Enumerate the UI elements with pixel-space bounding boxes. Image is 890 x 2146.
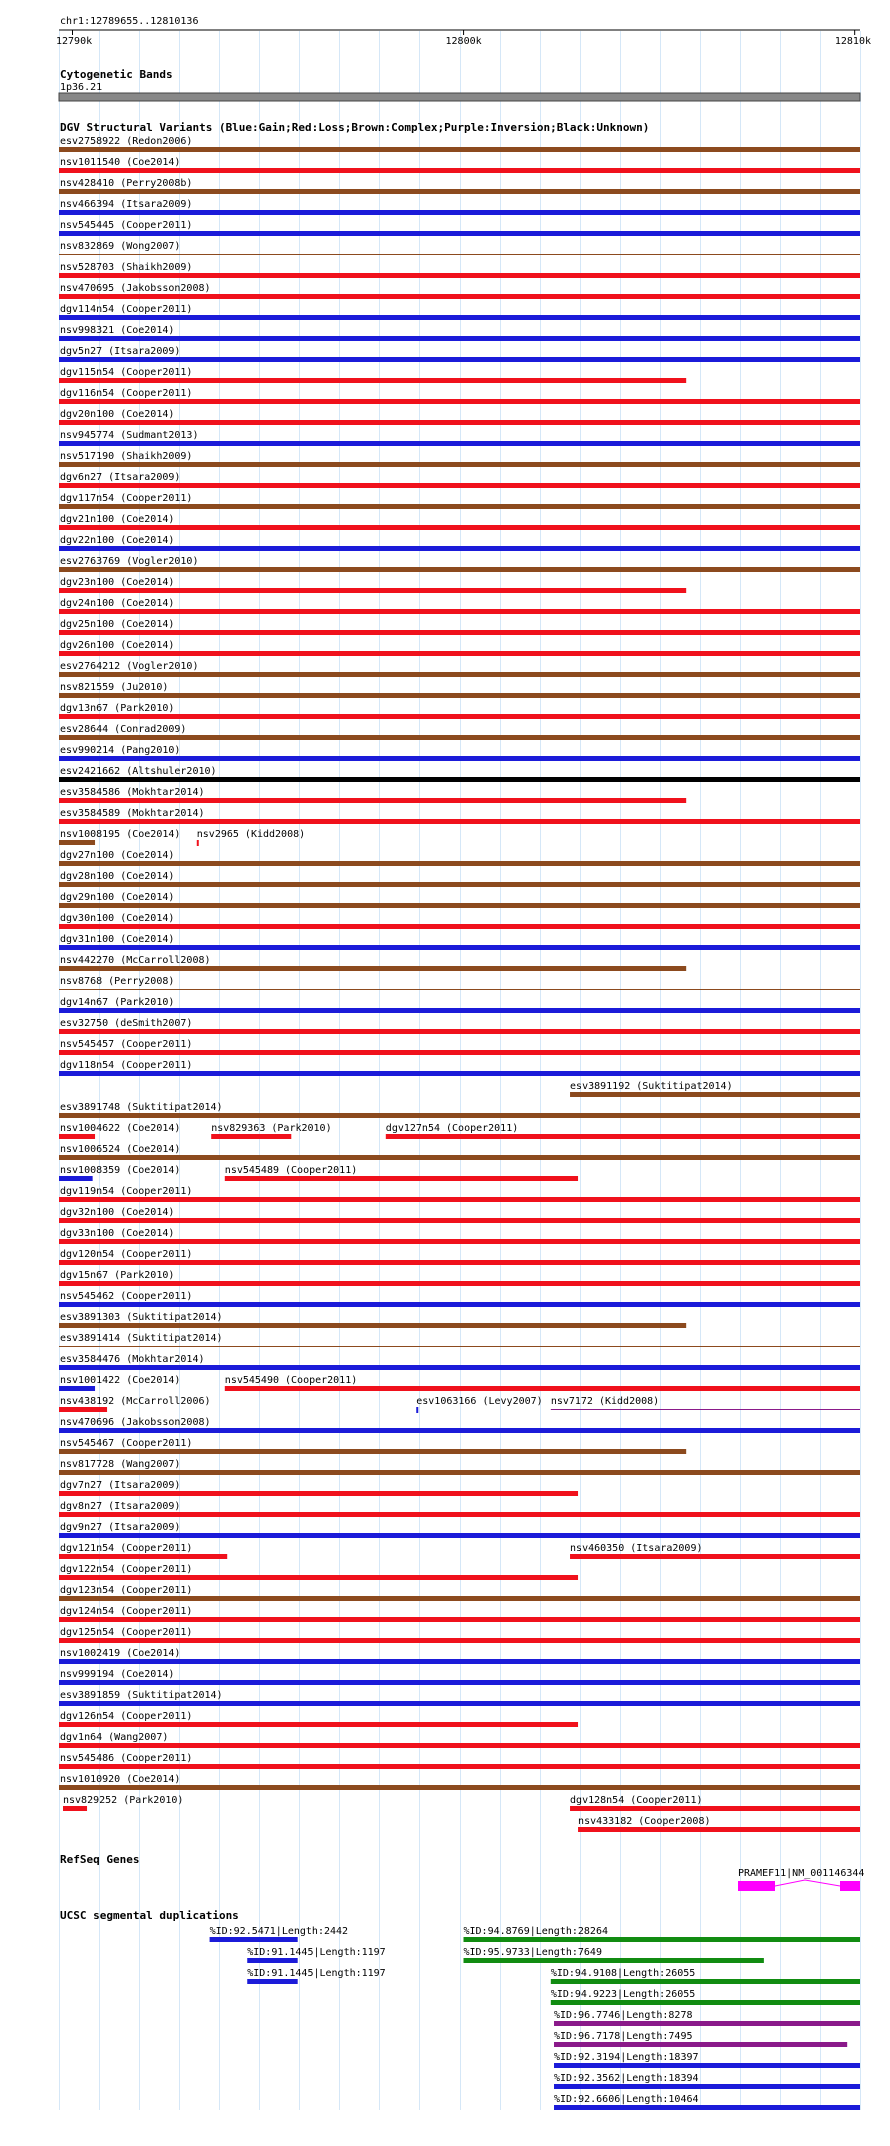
dgv-feature-bar[interactable] [59,609,860,614]
dgv-feature-label: dgv118n54 (Cooper2011) [60,1060,193,1071]
cytoband-label: 1p36.21 [60,82,103,93]
dgv-feature-dgv117n54[interactable] [59,493,860,509]
dgv-feature-bar[interactable] [59,882,860,887]
dgv-feature-nsv438192[interactable] [59,1396,211,1412]
dgv-feature-bar[interactable] [59,1617,860,1622]
dgv-feature-dgv115n54[interactable] [59,367,686,383]
dgv-feature-bar[interactable] [59,1386,95,1391]
dgv-feature-label: nsv8768 (Perry2008) [60,976,175,987]
dgv-feature-bar[interactable] [197,840,199,846]
dgv-feature-label: dgv13n67 (Park2010) [60,703,175,714]
dgv-feature-nsv433182[interactable] [578,1816,860,1832]
dgv-feature-bar[interactable] [59,1197,860,1202]
dgv-feature-label: dgv119n54 (Cooper2011) [60,1186,193,1197]
dgv-feature-label: nsv1008195 (Coe2014) [60,829,181,840]
dgv-feature-label: nsv466394 (Itsara2009) [60,199,193,210]
dgv-feature-nsv470695[interactable] [59,283,860,299]
dgv-feature-dgv124n54[interactable] [59,1606,860,1622]
dgv-feature-esv3891748[interactable] [59,1102,860,1118]
segdup-label: %ID:94.9108|Length:26055 [550,1968,696,1979]
dgv-feature-nsv1010920[interactable] [59,1774,860,1790]
refseq-track-title: RefSeq Genes [60,1853,140,1866]
dgv-feature-bar[interactable] [59,1134,95,1139]
segdup-label: %ID:92.3194|Length:18397 [554,2052,699,2063]
ruler-track [56,16,871,47]
dgv-feature-label: dgv8n27 (Itsara2009) [60,1501,181,1512]
dgv-feature-bar[interactable] [59,1050,860,1055]
dgv-feature-label: nsv998321 (Coe2014) [60,325,175,336]
segdup-feature[interactable] [210,1926,348,1942]
dgv-feature-nsv442270[interactable] [59,955,686,971]
dgv-feature-label: dgv20n100 (Coe2014) [60,409,175,420]
dgv-feature-dgv9n27[interactable] [59,1522,860,1538]
dgv-feature-bar[interactable] [59,1218,860,1223]
segdup-label: %ID:92.3562|Length:18394 [554,2073,699,2084]
dgv-feature-bar[interactable] [59,399,860,404]
dgv-feature-bar[interactable] [59,989,860,990]
dgv-feature-label: nsv442270 (McCarroll2008) [60,955,211,966]
dgv-feature-label: dgv126n54 (Cooper2011) [60,1711,193,1722]
segdup-bar[interactable] [464,1937,860,1942]
dgv-feature-bar[interactable] [59,756,860,761]
dgv-feature-label: nsv832869 (Wong2007) [60,241,181,252]
gene-intron [775,1880,840,1886]
dgv-feature-label: nsv1002419 (Coe2014) [60,1648,181,1659]
dgv-feature-esv3891303[interactable] [59,1312,686,1328]
dgv-feature-bar[interactable] [59,378,686,383]
dgv-feature-bar[interactable] [59,441,860,446]
segdup-label: %ID:94.8769|Length:28264 [463,1926,609,1937]
dgv-feature-bar[interactable] [59,1428,860,1433]
segdup-bar[interactable] [551,1979,860,1984]
segdup-feature[interactable] [554,2010,860,2026]
dgv-feature-label: dgv24n100 (Coe2014) [60,598,175,609]
dgv-feature-label: nsv433182 (Cooper2008) [578,1816,711,1827]
segdup-label: %ID:96.7746|Length:8278 [554,2010,693,2021]
segdup-bar[interactable] [210,1937,298,1942]
dgv-feature-bar[interactable] [59,588,686,593]
refseq-track [60,1853,864,1891]
dgv-feature-bar[interactable] [59,840,95,845]
dgv-feature-label: esv3891859 (Suktitipat2014) [60,1690,223,1701]
dgv-feature-esv3584586[interactable] [59,787,686,803]
dgv-feature-dgv116n54[interactable] [59,388,860,404]
dgv-feature-esv28644[interactable] [59,724,860,740]
dgv-feature-label: dgv28n100 (Coe2014) [60,871,175,882]
dgv-feature-nsv545486[interactable] [59,1753,860,1769]
gene-exon[interactable] [840,1881,860,1891]
segdup-feature[interactable] [247,1968,385,1984]
segdup-bar[interactable] [554,2084,860,2089]
dgv-feature-bar[interactable] [59,357,860,362]
segdup-bar[interactable] [247,1979,297,1984]
dgv-feature-bar[interactable] [59,693,860,698]
ruler-tick-label: 12800k [445,36,482,47]
dgv-feature-dgv120n54[interactable] [59,1249,860,1265]
dgv-feature-bar[interactable] [570,1092,860,1097]
dgv-feature-bar[interactable] [59,945,860,950]
dgv-feature-bar[interactable] [59,1533,860,1538]
position-label: chr1:12789655..12810136 [60,16,199,27]
dgv-feature-bar[interactable] [386,1134,860,1139]
segdup-feature[interactable] [464,1947,764,1963]
dgv-feature-bar[interactable] [59,1323,686,1328]
dgv-feature-bar[interactable] [59,1638,860,1643]
dgv-feature-label: esv3891414 (Suktitipat2014) [60,1333,223,1344]
dgv-feature-bar[interactable] [59,1554,227,1559]
dgv-feature-nsv470696[interactable] [59,1417,860,1433]
segdup-bar[interactable] [554,2021,860,2026]
dgv-feature-bar[interactable] [59,1470,860,1475]
segdup-label: %ID:92.6606|Length:10464 [554,2094,699,2105]
dgv-feature-label: nsv821559 (Ju2010) [60,682,169,693]
dgv-feature-nsv1008195[interactable] [59,829,180,845]
dgv-feature-esv3584476[interactable] [59,1354,860,1370]
dgv-feature-label: esv3891192 (Suktitipat2014) [570,1081,733,1092]
dgv-track-title: DGV Structural Variants (Blue:Gain;Red:Loss;Brown:Complex;Purple:Inversion;Black:Unknown) [60,121,650,134]
dgv-feature-label: dgv9n27 (Itsara2009) [60,1522,181,1533]
dgv-feature-bar[interactable] [59,1346,860,1347]
dgv-feature-dgv8n27[interactable] [59,1501,860,1517]
dgv-feature-bar[interactable] [211,1134,291,1139]
dgv-feature-label: dgv1n64 (Wang2007) [60,1732,169,1743]
dgv-feature-bar[interactable] [59,1071,860,1076]
dgv-feature-label: nsv438192 (McCarroll2006) [60,1396,211,1407]
dgv-feature-esv3891192[interactable] [570,1081,860,1097]
dgv-feature-label: dgv116n54 (Cooper2011) [60,388,193,399]
dgv-feature-bar[interactable] [570,1806,860,1811]
dgv-feature-bar[interactable] [59,1743,860,1748]
segdup-feature[interactable] [554,2094,860,2110]
segdup-bar[interactable] [551,2000,860,2005]
dgv-feature-bar[interactable] [59,1596,860,1601]
dgv-feature-dgv121n54[interactable] [59,1543,227,1559]
dgv-feature-label: nsv1006524 (Coe2014) [60,1144,181,1155]
dgv-feature-nsv545462[interactable] [59,1291,860,1307]
dgv-feature-bar[interactable] [59,189,860,194]
dgv-feature-bar[interactable] [59,1659,860,1664]
dgv-feature-label: nsv428410 (Perry2008b) [60,178,193,189]
dgv-feature-bar[interactable] [59,336,860,341]
dgv-feature-bar[interactable] [59,231,860,236]
dgv-feature-label: esv3891303 (Suktitipat2014) [60,1312,223,1323]
segdup-feature[interactable] [551,1989,860,2005]
dgv-feature-label: esv2421662 (Altshuler2010) [60,766,217,777]
dgv-feature-bar[interactable] [59,1281,860,1286]
ruler-tick-label: 12790k [56,36,93,47]
dgv-feature-label: nsv1004622 (Coe2014) [60,1123,181,1134]
dgv-feature-label: nsv470695 (Jakobsson2008) [60,283,211,294]
dgv-feature-label: nsv1008359 (Coe2014) [60,1165,181,1176]
dgv-feature-bar[interactable] [59,861,860,866]
dgv-feature-label: nsv545467 (Cooper2011) [60,1438,193,1449]
dgv-feature-label: nsv999194 (Coe2014) [60,1669,175,1680]
dgv-feature-bar[interactable] [59,819,860,824]
dgv-feature-dgv118n54[interactable] [59,1060,860,1076]
dgv-feature-label: nsv545486 (Cooper2011) [60,1753,193,1764]
ruler-tick-label: 12810k [834,36,871,47]
ruler-ticks [56,30,871,47]
dgv-feature-label: nsv545462 (Cooper2011) [60,1291,193,1302]
dgv-feature-bar[interactable] [59,210,860,215]
dgv-feature-bar[interactable] [59,1260,860,1265]
segdup-label: %ID:92.5471|Length:2442 [209,1926,349,1937]
dgv-feature-bar[interactable] [59,1575,578,1580]
dgv-feature-label: nsv945774 (Sudmant2013) [60,430,199,441]
segdup-label: %ID:96.7178|Length:7495 [554,2031,693,2042]
dgv-feature-nsv2965[interactable] [197,829,305,846]
dgv-feature-label: dgv127n54 (Cooper2011) [385,1123,519,1134]
dgv-feature-label: nsv2965 (Kidd2008) [196,829,306,840]
dgv-feature-nsv1006524[interactable] [59,1144,860,1160]
dgv-feature-nsv7172[interactable] [551,1396,860,1410]
dgv-feature-label: dgv7n27 (Itsara2009) [60,1480,181,1491]
segdup-feature[interactable] [464,1926,860,1942]
dgv-feature-nsv545445[interactable] [59,220,860,236]
dgv-feature-label: dgv14n67 (Park2010) [60,997,175,1008]
dgv-feature-label: esv2764212 (Vogler2010) [60,661,199,672]
dgv-feature-label: dgv121n54 (Cooper2011) [60,1543,193,1554]
dgv-feature-esv2764212[interactable] [59,661,860,677]
dgv-feature-dgv119n54[interactable] [59,1186,860,1202]
dgv-feature-label: esv3584589 (Mokhtar2014) [60,808,205,819]
segdup-track-title: UCSC segmental duplications [60,1909,239,1922]
dgv-feature-label: nsv470696 (Jakobsson2008) [60,1417,211,1428]
dgv-feature-bar[interactable] [59,315,860,320]
dgv-feature-bar[interactable] [551,1409,860,1410]
dgv-feature-label: dgv125n54 (Cooper2011) [60,1627,193,1638]
dgv-feature-bar[interactable] [59,924,860,929]
segdup-bar[interactable] [554,2063,860,2068]
dgv-feature-label: dgv5n27 (Itsara2009) [60,346,181,357]
dgv-feature-bar[interactable] [59,672,860,677]
dgv-feature-label: dgv27n100 (Coe2014) [60,850,175,861]
gene-exon[interactable] [738,1881,775,1891]
dgv-feature-nsv545489[interactable] [225,1165,578,1181]
dgv-feature-nsv460350[interactable] [570,1543,860,1559]
dgv-feature-label: dgv23n100 (Coe2014) [60,577,175,588]
dgv-feature-label: nsv545457 (Cooper2011) [60,1039,193,1050]
dgv-feature-label: nsv817728 (Wang2007) [60,1459,181,1470]
dgv-feature-bar[interactable] [59,504,860,509]
dgv-feature-dgv6n27[interactable] [59,472,860,488]
dgv-feature-bar[interactable] [416,1407,418,1413]
dgv-feature-bar[interactable] [59,1722,578,1727]
dgv-feature-label: dgv117n54 (Cooper2011) [60,493,193,504]
segdup-bar[interactable] [247,1958,297,1963]
gene-pramef11[interactable] [738,1880,860,1891]
dgv-feature-esv3891859[interactable] [59,1690,860,1706]
dgv-feature-label: dgv21n100 (Coe2014) [60,514,175,525]
dgv-feature-bar[interactable] [59,1785,860,1790]
dgv-feature-label: nsv1010920 (Coe2014) [60,1774,181,1785]
dgv-feature-bar[interactable] [59,735,860,740]
dgv-feature-nsv545467[interactable] [59,1438,686,1454]
segdup-label: %ID:95.9733|Length:7649 [463,1947,602,1958]
dgv-feature-label: nsv7172 (Kidd2008) [550,1396,660,1407]
dgv-feature-bar[interactable] [59,714,860,719]
dgv-feature-esv3584589[interactable] [59,808,860,824]
dgv-feature-bar[interactable] [59,462,860,467]
dgv-feature-bar[interactable] [59,1512,860,1517]
dgv-feature-bar[interactable] [570,1554,860,1559]
dgv-feature-label: esv2763769 (Vogler2010) [60,556,199,567]
dgv-feature-bar[interactable] [59,903,860,908]
dgv-feature-label: dgv15n67 (Park2010) [60,1270,175,1281]
dgv-feature-nsv545457[interactable] [59,1039,860,1055]
dgv-feature-label: dgv31n100 (Coe2014) [60,934,175,945]
dgv-feature-label: esv32750 (deSmith2007) [60,1018,193,1029]
dgv-feature-bar[interactable] [59,1239,860,1244]
dgv-feature-label: dgv123n54 (Cooper2011) [60,1585,193,1596]
dgv-feature-bar[interactable] [59,546,860,551]
dgv-feature-bar[interactable] [59,1680,860,1685]
dgv-feature-nsv545490[interactable] [225,1375,860,1391]
dgv-feature-label: dgv25n100 (Coe2014) [60,619,175,630]
dgv-feature-label: esv28644 (Conrad2009) [60,724,187,735]
dgv-feature-bar[interactable] [59,1029,860,1034]
dgv-feature-label: nsv829252 (Park2010) [63,1795,184,1806]
cytoband-bar[interactable] [59,93,860,101]
dgv-feature-label: nsv545489 (Cooper2011) [224,1165,358,1176]
dgv-feature-nsv528703[interactable] [59,262,860,278]
dgv-feature-esv1063166[interactable] [416,1396,542,1413]
dgv-feature-bar[interactable] [59,1113,860,1118]
segdup-feature[interactable] [554,2073,860,2089]
dgv-feature-nsv466394[interactable] [59,199,860,215]
dgv-feature-bar[interactable] [59,1701,860,1706]
dgv-feature-label: nsv528703 (Shaikh2009) [60,262,193,273]
dgv-feature-esv32750[interactable] [59,1018,860,1034]
dgv-feature-bar[interactable] [59,1155,860,1160]
dgv-feature-bar[interactable] [59,147,860,152]
dgv-feature-label: esv3891748 (Suktitipat2014) [60,1102,223,1113]
dgv-feature-nsv1008359[interactable] [59,1165,180,1181]
dgv-feature-bar[interactable] [59,567,860,572]
dgv-feature-bar[interactable] [59,483,860,488]
dgv-feature-dgv114n54[interactable] [59,304,860,320]
dgv-feature-nsv1004622[interactable] [59,1123,180,1139]
segdup-feature[interactable] [247,1947,385,1963]
dgv-feature-label: dgv115n54 (Cooper2011) [60,367,193,378]
dgv-feature-label: dgv120n54 (Cooper2011) [60,1249,193,1260]
dgv-feature-bar[interactable] [59,1176,93,1181]
dgv-feature-label: esv3584586 (Mokhtar2014) [60,787,205,798]
segdup-bar[interactable] [554,2105,860,2110]
dgv-feature-bar[interactable] [59,777,860,782]
dgv-feature-label: dgv32n100 (Coe2014) [60,1207,175,1218]
dgv-feature-bar[interactable] [59,1491,578,1496]
dgv-feature-bar[interactable] [59,630,860,635]
dgv-feature-label: nsv517190 (Shaikh2009) [60,451,193,462]
dgv-feature-nsv945774[interactable] [59,430,860,446]
dgv-feature-label: dgv124n54 (Cooper2011) [60,1606,193,1617]
segdup-label: %ID:91.1445|Length:1197 [247,1968,386,1979]
dgv-feature-bar[interactable] [59,168,860,173]
dgv-feature-bar[interactable] [59,273,860,278]
dgv-feature-bar[interactable] [59,1764,860,1769]
dgv-feature-label: dgv26n100 (Coe2014) [60,640,175,651]
gene-label: PRAMEF11|NM_001146344 [738,1868,865,1879]
dgv-feature-label: esv990214 (Pang2010) [60,745,181,756]
segdup-feature[interactable] [554,2052,860,2068]
dgv-feature-label: dgv33n100 (Coe2014) [60,1228,175,1239]
segdup-features [210,1926,860,2110]
dgv-feature-nsv1002419[interactable] [59,1648,860,1664]
dgv-feature-bar[interactable] [59,294,860,299]
dgv-feature-dgv5n27[interactable] [59,346,860,362]
dgv-feature-label: dgv6n27 (Itsara2009) [60,472,181,483]
dgv-feature-nsv829252[interactable] [63,1795,183,1811]
dgv-feature-dgv127n54[interactable] [386,1123,860,1139]
dgv-feature-dgv23n100[interactable] [59,577,686,593]
dgv-feature-label: nsv1001422 (Coe2014) [60,1375,181,1386]
dgv-feature-label: dgv29n100 (Coe2014) [60,892,175,903]
dgv-feature-label: dgv122n54 (Cooper2011) [60,1564,193,1575]
segdup-label: %ID:91.1445|Length:1197 [247,1947,386,1958]
dgv-feature-esv2758922[interactable] [59,136,860,152]
segdup-bar[interactable] [554,2042,847,2047]
dgv-feature-esv2421662[interactable] [59,766,860,782]
dgv-feature-bar[interactable] [578,1827,860,1832]
dgv-feature-label: nsv545445 (Cooper2011) [60,220,193,231]
dgv-feature-bar[interactable] [59,1365,860,1370]
dgv-feature-nsv817728[interactable] [59,1459,860,1475]
cytoband-track-title: Cytogenetic Bands [60,68,173,81]
dgv-feature-label: nsv1011540 (Coe2014) [60,157,181,168]
dgv-feature-bar[interactable] [63,1806,87,1811]
dgv-feature-bar[interactable] [59,420,860,425]
dgv-feature-nsv829363[interactable] [211,1123,331,1139]
dgv-feature-bar[interactable] [59,525,860,530]
dgv-feature-dgv128n54[interactable] [570,1795,860,1811]
dgv-feature-bar[interactable] [59,1407,107,1412]
dgv-feature-label: nsv460350 (Itsara2009) [570,1543,703,1554]
dgv-feature-label: nsv829363 (Park2010) [211,1123,332,1134]
dgv-feature-label: esv1063166 (Levy2007) [416,1396,543,1407]
segdup-label: %ID:94.9223|Length:26055 [550,1989,696,2000]
dgv-feature-nsv1001422[interactable] [59,1375,180,1391]
dgv-feature-nsv517190[interactable] [59,451,860,467]
dgv-feature-bar[interactable] [225,1386,860,1391]
dgv-feature-label: dgv114n54 (Cooper2011) [60,304,193,315]
dgv-feature-esv990214[interactable] [59,745,860,761]
dgv-feature-bar[interactable] [59,1302,860,1307]
dgv-feature-bar[interactable] [59,651,860,656]
dgv-feature-bar[interactable] [59,1008,860,1013]
dgv-feature-bar[interactable] [59,798,686,803]
segdup-feature[interactable] [551,1968,860,1984]
dgv-feature-esv2763769[interactable] [59,556,860,572]
dgv-feature-label: nsv545490 (Cooper2011) [224,1375,358,1386]
dgv-feature-label: esv2758922 (Redon2006) [60,136,193,147]
dgv-feature-label: dgv30n100 (Coe2014) [60,913,175,924]
dgv-feature-bar[interactable] [59,254,860,255]
dgv-feature-label: esv3584476 (Mokhtar2014) [60,1354,205,1365]
dgv-feature-dgv125n54[interactable] [59,1627,860,1643]
dgv-feature-label: dgv128n54 (Cooper2011) [570,1795,703,1806]
dgv-feature-nsv1011540[interactable] [59,157,860,173]
dgv-feature-nsv428410[interactable] [59,178,860,194]
dgv-feature-bar[interactable] [225,1176,578,1181]
dgv-feature-bar[interactable] [59,966,686,971]
dgv-feature-label: dgv22n100 (Coe2014) [60,535,175,546]
dgv-feature-bar[interactable] [59,1449,686,1454]
segdup-bar[interactable] [464,1958,764,1963]
dgv-feature-dgv123n54[interactable] [59,1585,860,1601]
